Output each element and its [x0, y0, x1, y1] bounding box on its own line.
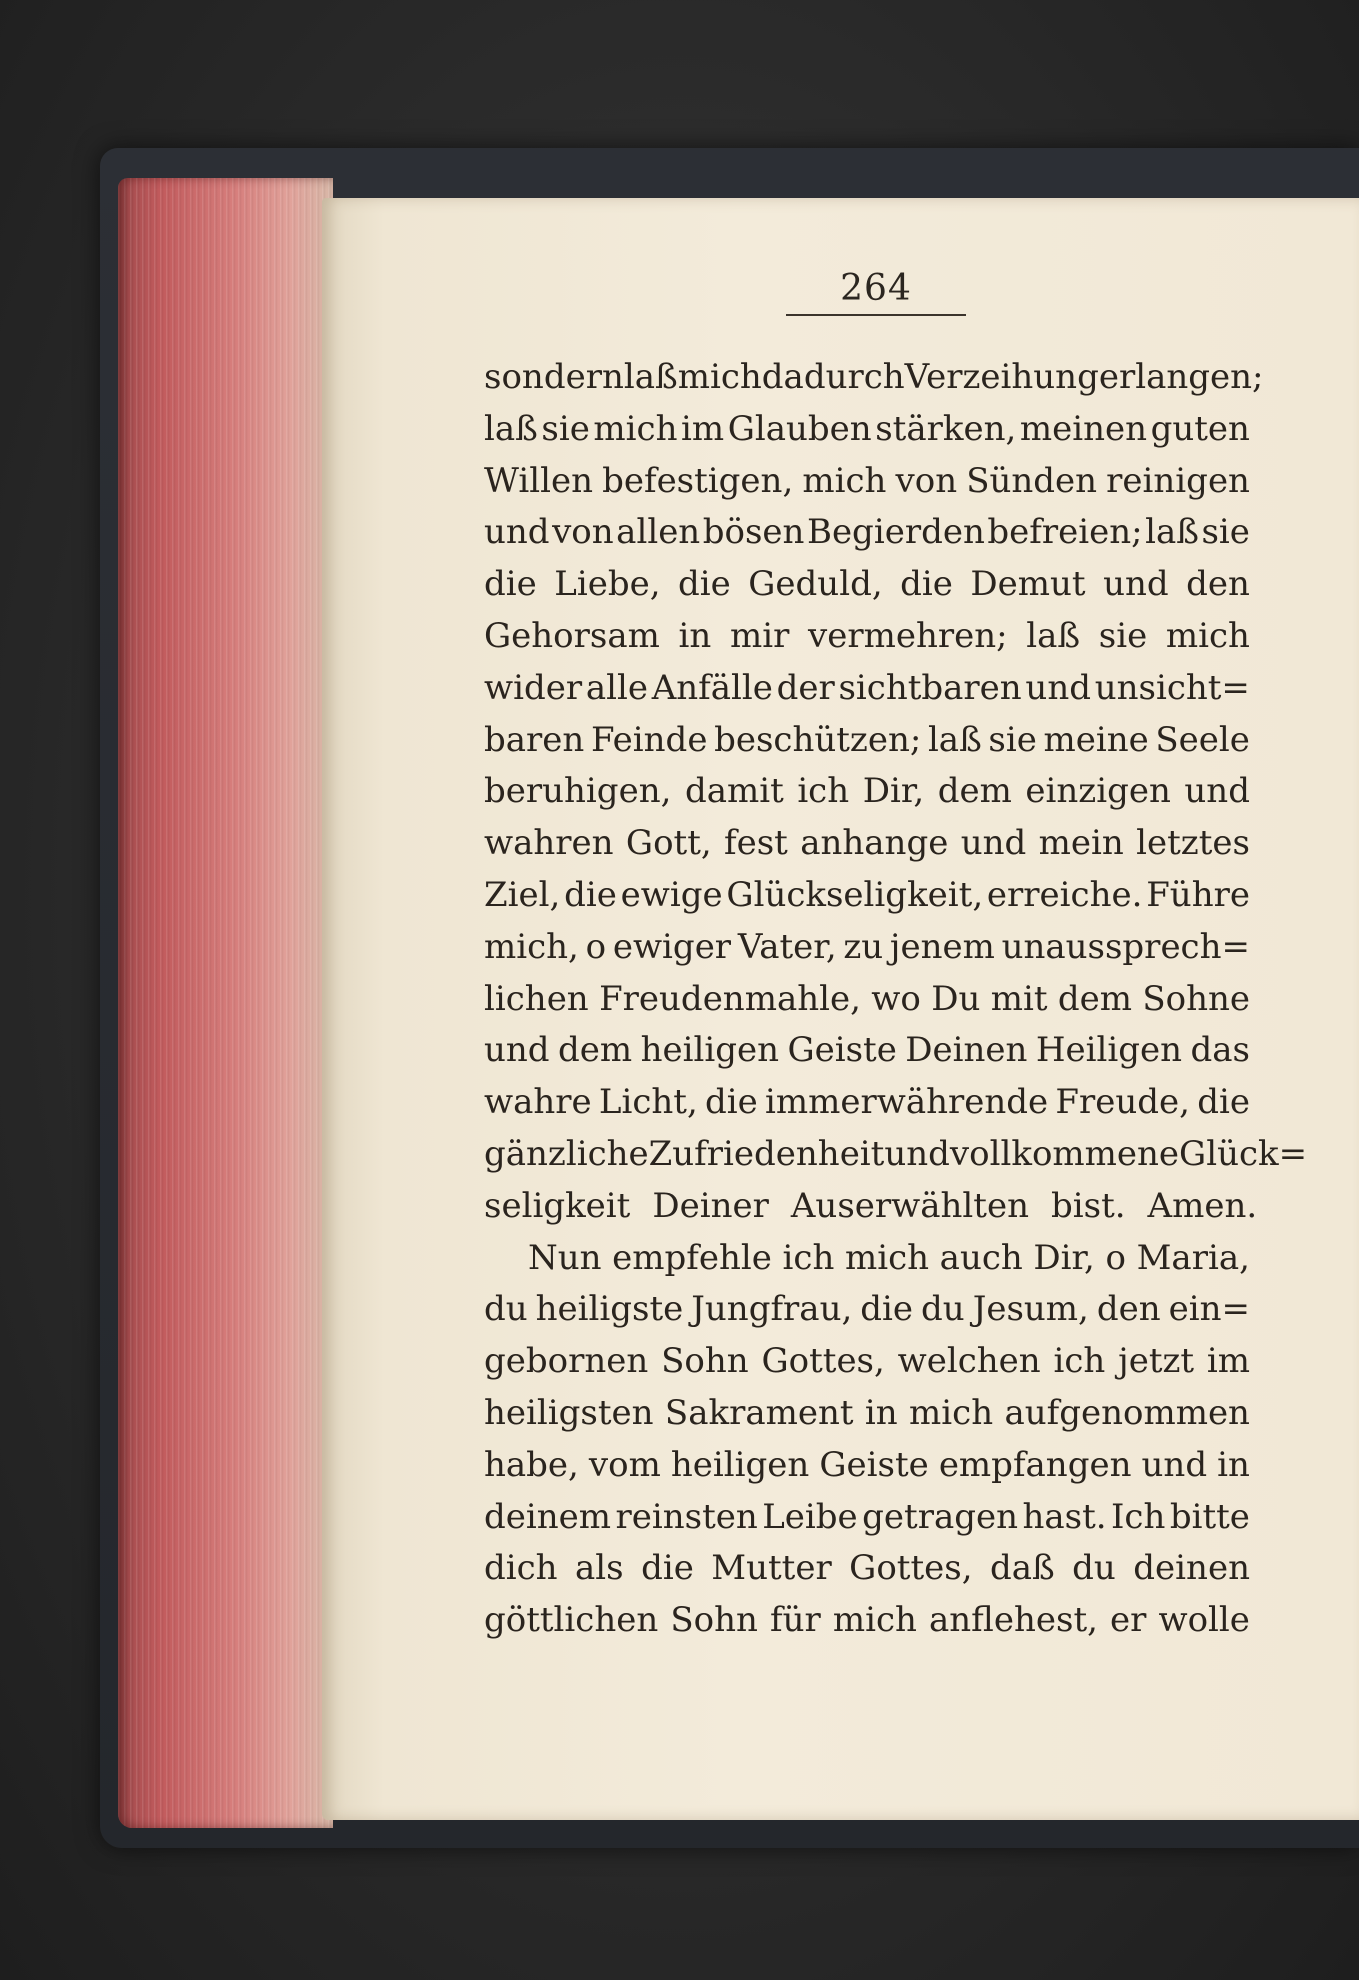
text-line	[484, 818, 1250, 870]
word: stärken,	[875, 408, 1017, 449]
word: in	[1217, 1444, 1250, 1485]
word: Sohne	[1142, 978, 1250, 1019]
word: Liebe,	[554, 564, 661, 605]
word: im	[1206, 1341, 1250, 1382]
word: den	[1096, 1289, 1161, 1330]
word: anflehest,	[929, 1600, 1098, 1641]
word: mein	[1038, 823, 1124, 864]
word: o	[1105, 1237, 1126, 1278]
word: meine	[1043, 719, 1149, 760]
word: von	[552, 512, 614, 553]
word: meinen	[1019, 408, 1148, 449]
page-number-rule	[786, 314, 966, 316]
word: dadurch	[761, 357, 905, 397]
word: das	[1190, 1030, 1250, 1071]
word: Demut	[970, 564, 1086, 605]
word: vom	[588, 1444, 661, 1485]
word: Glückseligkeit,	[726, 874, 984, 915]
word: ewige	[620, 874, 723, 915]
word: den	[1186, 564, 1250, 605]
word: laß	[623, 357, 678, 397]
word: wolle	[1158, 1600, 1250, 1641]
word: Dir,	[862, 771, 925, 812]
word: Führe	[1146, 874, 1250, 915]
word: Geduld,	[748, 564, 883, 605]
word: wahre	[484, 1082, 592, 1123]
word: dem	[558, 1030, 633, 1071]
text-line	[484, 922, 1250, 974]
word: reinsten	[615, 1496, 758, 1537]
text-line	[484, 1129, 1308, 1181]
word: Heiligen	[1035, 1030, 1183, 1071]
word: befreien;	[987, 512, 1143, 553]
word: sie	[541, 408, 590, 449]
word: er	[1110, 1600, 1147, 1641]
word: daß	[989, 1548, 1055, 1589]
word: Verzeihung	[904, 357, 1099, 397]
word: du	[1072, 1548, 1116, 1589]
word: Gott,	[625, 823, 712, 864]
text-line	[484, 974, 1250, 1026]
word: vollkommene	[949, 1133, 1180, 1174]
word: jenem	[889, 926, 995, 967]
word: o	[585, 926, 607, 967]
text-line	[484, 663, 1250, 715]
word: und	[960, 823, 1027, 864]
text-line	[484, 1025, 1250, 1077]
word: für	[770, 1600, 821, 1641]
word: Feinde	[590, 719, 708, 760]
text-line	[484, 870, 1250, 922]
word: erreiche.	[986, 874, 1143, 915]
word: und	[1184, 771, 1250, 812]
word: die	[564, 874, 617, 915]
page-number: 264	[840, 268, 912, 309]
word: welchen	[897, 1341, 1041, 1382]
word: laß	[1145, 512, 1199, 553]
word: mich	[844, 1237, 930, 1278]
text-line	[484, 456, 1250, 508]
word: ein=	[1168, 1289, 1250, 1330]
word: heiligste	[535, 1289, 684, 1330]
word: Jesum,	[972, 1289, 1089, 1330]
word: aufgenommen	[1004, 1392, 1250, 1433]
word: Nun	[528, 1237, 602, 1278]
word: mich	[677, 357, 762, 397]
text-line	[484, 352, 1264, 404]
word: Geiste	[819, 1444, 929, 1485]
word: der	[776, 667, 835, 708]
word: und	[1103, 564, 1169, 605]
word: göttlichen	[484, 1600, 659, 1641]
word: Sohn	[670, 1600, 758, 1641]
word: Zufriedenheit	[648, 1133, 885, 1174]
word: von	[895, 460, 958, 501]
word: gebornen	[484, 1341, 649, 1382]
text-line	[484, 611, 1250, 663]
word: immerwährende	[765, 1082, 1049, 1123]
word: bösen	[702, 512, 805, 553]
word: Begierden	[806, 512, 985, 553]
page-text	[484, 352, 1308, 1647]
word: fest	[724, 823, 788, 864]
word: laß	[927, 719, 982, 760]
word: ewiger	[612, 926, 732, 967]
word: mich	[909, 1392, 994, 1433]
word: im	[681, 408, 725, 449]
word: laß	[1026, 615, 1081, 656]
word: in	[864, 1392, 898, 1433]
word: wider	[484, 667, 583, 708]
word: erlangen;	[1098, 357, 1264, 397]
word: sondern	[484, 357, 624, 397]
word: Geiste	[787, 1030, 897, 1071]
word: sichtbaren	[838, 667, 1022, 708]
word: Ziel,	[484, 874, 561, 915]
word: ich	[797, 771, 850, 812]
word: mit	[990, 978, 1048, 1019]
word: die	[678, 564, 731, 605]
word: dem	[937, 771, 1012, 812]
word: Sünden	[966, 460, 1098, 501]
word: lichen	[484, 978, 589, 1019]
text-line	[484, 1543, 1250, 1595]
word: beruhigen,	[484, 771, 672, 812]
word: anhange	[800, 823, 949, 864]
word: Mutter	[711, 1548, 832, 1589]
text-line	[484, 1388, 1250, 1440]
word: seligkeit	[484, 1185, 631, 1226]
word: Gehorsam	[484, 615, 660, 656]
word: getragen	[862, 1496, 1018, 1537]
word: mich	[802, 460, 887, 501]
word: mich	[1165, 615, 1250, 656]
word: die	[1197, 1082, 1250, 1123]
word: heiligsten	[484, 1392, 654, 1433]
word: empfangen	[938, 1444, 1132, 1485]
word: reinigen	[1106, 460, 1250, 501]
word: vermehren;	[808, 615, 1008, 656]
text-line	[484, 1492, 1250, 1544]
word: baren	[484, 719, 585, 760]
word: letztes	[1136, 823, 1250, 864]
word: ich	[1053, 1341, 1106, 1382]
word: Maria,	[1136, 1237, 1250, 1278]
text-line	[484, 404, 1250, 456]
text-line	[484, 1077, 1250, 1129]
text-line	[484, 1336, 1250, 1388]
word: unaussprech=	[1001, 926, 1250, 967]
word: Deiner	[652, 1185, 769, 1226]
text-line	[484, 766, 1250, 818]
word: du	[921, 1289, 965, 1330]
text-line	[484, 715, 1250, 767]
word: Glauben	[727, 408, 872, 449]
word: Amen.	[1147, 1185, 1258, 1226]
word: deinen	[1133, 1548, 1250, 1589]
word: Deinen	[905, 1030, 1028, 1071]
word: jetzt	[1118, 1341, 1195, 1382]
text-line	[484, 507, 1250, 559]
word: unsicht=	[1094, 667, 1250, 708]
word: einzigen	[1025, 771, 1171, 812]
word: Auserwählten	[790, 1185, 1029, 1226]
word: befestigen,	[602, 460, 794, 501]
word: zu	[843, 926, 884, 967]
word: die	[484, 564, 537, 605]
word: alle	[585, 667, 648, 708]
word: auch	[939, 1237, 1023, 1278]
word: beschützen;	[714, 719, 922, 760]
word: Gottes,	[849, 1548, 973, 1589]
word: Vater,	[737, 926, 837, 967]
text-line	[484, 1181, 1258, 1233]
word: sie	[1201, 512, 1250, 553]
word: Anfälle	[651, 667, 773, 708]
word: damit	[684, 771, 784, 812]
word: die	[705, 1082, 758, 1123]
word: dem	[1057, 978, 1132, 1019]
word: laß	[484, 408, 538, 449]
word: bitte	[1169, 1496, 1250, 1537]
word: wo	[871, 978, 921, 1019]
text-line	[484, 1284, 1250, 1336]
word: sie	[1098, 615, 1148, 656]
word: und	[884, 1133, 950, 1174]
word: Sohn	[661, 1341, 749, 1382]
word: heiligen	[670, 1444, 810, 1485]
word: Gottes,	[761, 1341, 885, 1382]
word: Willen	[484, 460, 593, 501]
word: und	[1025, 667, 1091, 708]
word: in	[678, 615, 712, 656]
word: dich	[484, 1548, 558, 1589]
word: heiligen	[640, 1030, 780, 1071]
text-line	[484, 1233, 1250, 1285]
word: mich	[832, 1600, 917, 1641]
word: gänzliche	[484, 1133, 649, 1174]
word: hast.	[1022, 1496, 1107, 1537]
word: die	[641, 1548, 694, 1589]
text-line	[484, 1440, 1250, 1492]
text-line	[484, 1595, 1250, 1647]
word: empfehle	[612, 1237, 772, 1278]
text-line	[484, 559, 1250, 611]
word: die	[900, 564, 953, 605]
word: und	[484, 512, 550, 553]
word: und	[484, 1030, 550, 1071]
word: Ich	[1111, 1496, 1166, 1537]
word: Jungfrau,	[691, 1289, 853, 1330]
word: bist.	[1050, 1185, 1126, 1226]
word: und	[1141, 1444, 1208, 1485]
word: wahren	[484, 823, 614, 864]
word: Leibe	[762, 1496, 858, 1537]
word: habe,	[484, 1444, 579, 1485]
word: du	[484, 1289, 528, 1330]
word: mir	[729, 615, 790, 656]
word: Dir,	[1033, 1237, 1095, 1278]
word: als	[575, 1548, 624, 1589]
word: die	[860, 1289, 914, 1330]
page-edges	[118, 178, 333, 1828]
word: Du	[931, 978, 981, 1019]
word: Licht,	[598, 1082, 698, 1123]
word: Sakrament	[664, 1392, 854, 1433]
word: ich	[782, 1237, 835, 1278]
word: Freudenmahle,	[599, 978, 861, 1019]
word: guten	[1150, 408, 1250, 449]
word: mich	[593, 408, 678, 449]
word: allen	[616, 512, 701, 553]
word: Seele	[1155, 719, 1250, 760]
word: mich,	[484, 926, 579, 967]
word: Freude,	[1055, 1082, 1190, 1123]
word: Glück=	[1179, 1133, 1308, 1174]
word: deinem	[484, 1496, 612, 1537]
word: sie	[988, 719, 1037, 760]
